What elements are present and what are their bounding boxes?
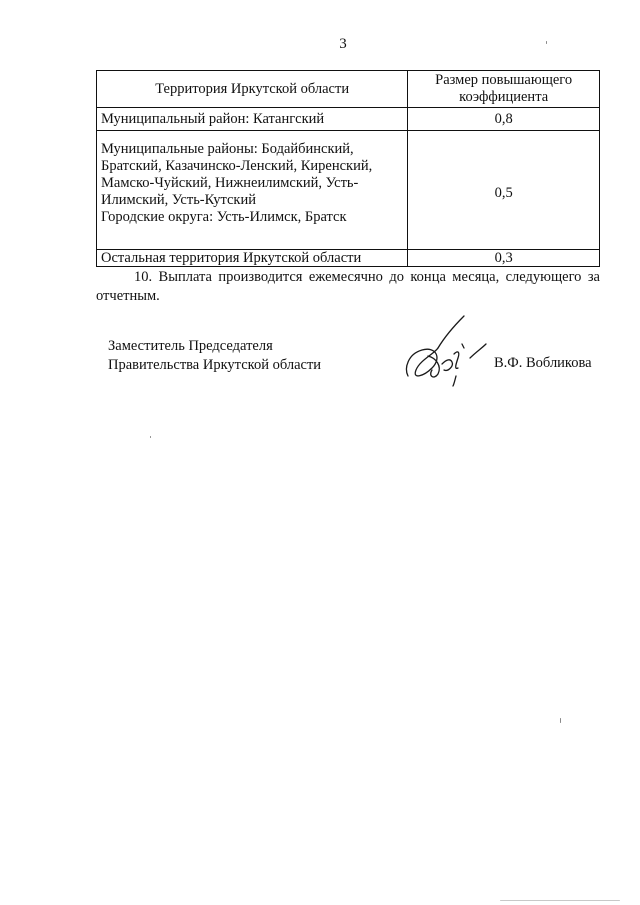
territory-line: Муниципальные районы: Бодайбинский, Братский, Казачинско-Ленский, Киренский, Мамско-Чуйский, Нижнеилимский, Усть-Илимский, Усть-Кутский	[101, 141, 373, 208]
territory-line: Остальная территория Иркутской области	[101, 250, 362, 266]
page-number: 3	[339, 36, 347, 52]
territory-line: Городские округа: Усть-Илимск, Братск	[101, 209, 347, 225]
coefficient-cell: 0,5	[408, 131, 600, 250]
payment-paragraph: 10. Выплата производится ежемесячно до конца месяца, следующего за отчетным.	[96, 269, 600, 304]
header-coefficient: Размер повышающего коэффициента	[408, 71, 600, 108]
territory-cell	[97, 250, 408, 267]
coefficient-table	[96, 70, 600, 267]
handwritten-signature	[398, 314, 490, 390]
territory-line: Муниципальный район: Катангский	[101, 110, 325, 127]
position-line: Заместитель Председателя	[108, 338, 273, 354]
header-territory: Территория Иркутской области	[97, 71, 408, 108]
scan-speck	[546, 41, 547, 44]
scan-speck	[560, 718, 561, 723]
territory-cell	[97, 108, 408, 131]
table-row	[97, 131, 600, 250]
table-row	[97, 250, 600, 267]
position-line: Правительства Иркутской области	[108, 357, 322, 373]
signatory-name: В.Ф. Вобликова	[494, 355, 592, 371]
table-row	[97, 108, 600, 131]
scan-speck	[500, 900, 620, 901]
table-header-row	[97, 71, 600, 108]
scan-speck	[150, 436, 151, 438]
coefficient-cell: 0,3	[408, 250, 600, 267]
signatory-position	[108, 337, 321, 375]
coefficient-cell: 0,8	[408, 108, 600, 131]
territory-cell	[97, 131, 408, 250]
